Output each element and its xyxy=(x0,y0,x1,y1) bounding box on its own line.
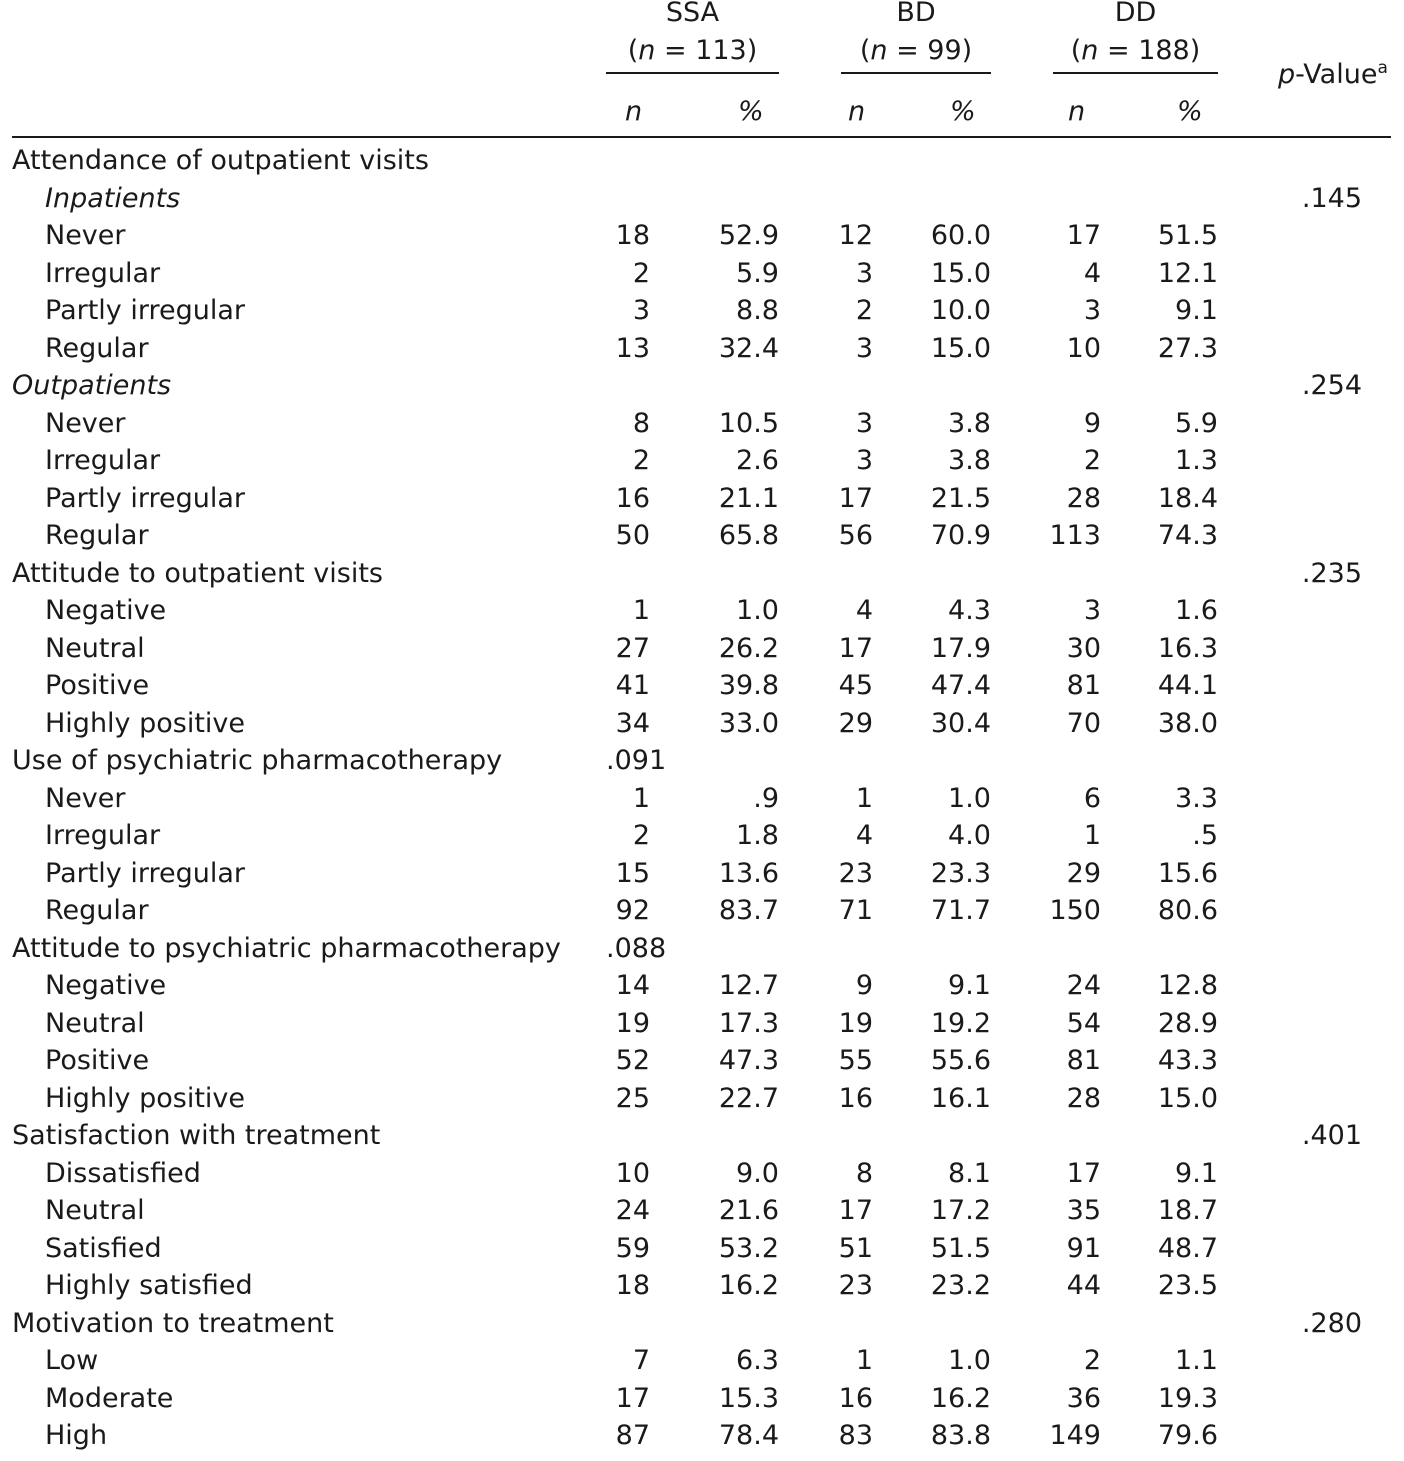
group-n: (n = 99) xyxy=(859,35,973,66)
cell-n: 4 xyxy=(1083,257,1101,289)
row-label: Regular xyxy=(45,332,149,364)
cell-n: 50 xyxy=(615,520,650,551)
cell-pct: 1.3 xyxy=(1175,445,1218,476)
cell-pct: 4.3 xyxy=(948,595,991,626)
group-rule-bd xyxy=(841,72,991,74)
cell-n: 45 xyxy=(838,670,873,701)
cell-n: 12 xyxy=(838,220,873,251)
cell-n: 92 xyxy=(615,895,650,926)
cell-pct: 9.1 xyxy=(948,970,991,1001)
cell-pct: 70.9 xyxy=(930,520,991,551)
pvalue-footnote-marker: a xyxy=(1377,58,1388,78)
cell-n: 6 xyxy=(1083,782,1101,814)
cell-n: 15 xyxy=(615,857,650,889)
cell-pct: 5.9 xyxy=(736,257,779,289)
cell-n: 2 xyxy=(855,295,873,326)
section-label: Use of psychiatric pharmacotherapy xyxy=(12,745,503,776)
cell-pct: 9.1 xyxy=(1175,295,1218,326)
cell-pct: 19.2 xyxy=(930,1007,991,1039)
cell-pct: 19.3 xyxy=(1157,1382,1218,1414)
cell-n: 113 xyxy=(1049,520,1101,551)
table-row xyxy=(0,708,1404,746)
subhead-dd-n: n xyxy=(1068,96,1086,127)
cell-pct: 16.3 xyxy=(1157,632,1218,664)
pvalue-label: p-Value xyxy=(1278,59,1378,90)
table-row xyxy=(0,1345,1404,1383)
cell-pct: 18.7 xyxy=(1157,1195,1218,1226)
cell-n: 41 xyxy=(615,670,650,701)
cell-n: 24 xyxy=(615,1195,650,1226)
table-row xyxy=(0,895,1404,933)
cell-pct: 15.6 xyxy=(1157,857,1218,889)
cell-n: 59 xyxy=(615,1232,650,1264)
cell-pct: 27.3 xyxy=(1157,332,1218,364)
cell-pvalue: .254 xyxy=(1301,370,1362,401)
cell-n: 3 xyxy=(1083,595,1101,626)
cell-n: 9 xyxy=(1083,407,1101,439)
table-row xyxy=(0,1008,1404,1046)
cell-pct: 1.1 xyxy=(1175,1345,1218,1376)
row-label: Regular xyxy=(45,895,149,926)
cell-pct: 53.2 xyxy=(718,1232,779,1264)
cell-pct: .5 xyxy=(1192,820,1218,851)
cell-pvalue: .091 xyxy=(606,745,667,776)
cell-pct: 23.3 xyxy=(930,857,991,889)
cell-n: 19 xyxy=(838,1007,873,1039)
group-name: BD xyxy=(896,0,936,28)
cell-n: 19 xyxy=(615,1007,650,1039)
table-row xyxy=(0,520,1404,558)
row-label: Partly irregular xyxy=(45,857,246,889)
cell-pct: 16.2 xyxy=(718,1270,779,1301)
cell-n: 4 xyxy=(855,595,873,626)
table-section-row xyxy=(0,370,1404,408)
cell-n: 56 xyxy=(838,520,873,551)
cell-n: 24 xyxy=(1066,970,1101,1001)
cell-n: 2 xyxy=(632,257,650,289)
cell-n: 18 xyxy=(615,220,650,251)
cell-n: 29 xyxy=(838,707,873,739)
cell-pct: 17.9 xyxy=(930,632,991,664)
table-row xyxy=(0,1233,1404,1271)
cell-pct: 33.0 xyxy=(718,707,779,739)
cell-pct: 3.8 xyxy=(948,445,991,476)
row-label: Dissatisfied xyxy=(45,1157,201,1189)
cell-n: 8 xyxy=(855,1157,873,1189)
cell-pct: 2.6 xyxy=(736,445,779,476)
table-row xyxy=(0,445,1404,483)
cell-n: 3 xyxy=(632,295,650,326)
cell-pct: 44.1 xyxy=(1157,670,1218,701)
cell-pct: 8.8 xyxy=(736,295,779,326)
row-label: Regular xyxy=(45,520,149,551)
cell-n: 1 xyxy=(855,782,873,814)
cell-pct: 9.1 xyxy=(1175,1157,1218,1189)
cell-pct: .9 xyxy=(753,782,779,814)
cell-pct: 39.8 xyxy=(718,670,779,701)
table-row xyxy=(0,970,1404,1008)
cell-pct: 3.3 xyxy=(1175,782,1218,814)
cell-n: 18 xyxy=(615,1270,650,1301)
row-label: Never xyxy=(45,782,126,814)
table-section-row xyxy=(0,745,1404,783)
cell-n: 23 xyxy=(838,857,873,889)
cell-pct: 16.2 xyxy=(930,1382,991,1414)
cell-n: 17 xyxy=(1066,220,1101,251)
cell-n: 2 xyxy=(632,445,650,476)
subhead-bd-n: n xyxy=(848,96,866,127)
pvalue-header xyxy=(1278,58,1388,90)
table-row xyxy=(0,670,1404,708)
group-name: SSA xyxy=(665,0,720,28)
cell-pct: 55.6 xyxy=(930,1045,991,1076)
cell-n: 16 xyxy=(615,482,650,514)
cell-pct: 1.8 xyxy=(736,820,779,851)
cell-n: 28 xyxy=(1066,482,1101,514)
header-dd xyxy=(1053,0,1218,70)
section-label: Attendance of outpatient visits xyxy=(12,145,429,176)
cell-pct: 51.5 xyxy=(930,1232,991,1264)
cell-pct: 30.4 xyxy=(930,707,991,739)
row-label: Partly irregular xyxy=(45,295,246,326)
group-name: DD xyxy=(1114,0,1157,28)
cell-n: 87 xyxy=(615,1420,650,1451)
section-label: Inpatients xyxy=(45,182,181,214)
cell-pct: 1.0 xyxy=(948,782,991,814)
table-section-row xyxy=(0,558,1404,596)
cell-pct: 79.6 xyxy=(1157,1420,1218,1451)
cell-n: 1 xyxy=(1083,820,1101,851)
header-bd xyxy=(841,0,991,70)
row-label: Irregular xyxy=(45,257,161,289)
subhead-dd-pct: % xyxy=(1177,96,1203,127)
cell-n: 16 xyxy=(838,1082,873,1114)
cell-n: 3 xyxy=(855,445,873,476)
cell-pct: 10.0 xyxy=(930,295,991,326)
row-label: Negative xyxy=(45,595,167,626)
cell-n: 10 xyxy=(615,1157,650,1189)
table-row xyxy=(0,1083,1404,1121)
header-ssa xyxy=(606,0,779,70)
table-section-row xyxy=(0,1120,1404,1158)
table-row xyxy=(0,1420,1404,1458)
row-label: Highly satisfied xyxy=(45,1270,253,1301)
cell-n: 16 xyxy=(838,1382,873,1414)
cell-n: 8 xyxy=(632,407,650,439)
row-label: Never xyxy=(45,220,126,251)
cell-pct: 5.9 xyxy=(1175,407,1218,439)
cell-n: 14 xyxy=(615,970,650,1001)
cell-n: 1 xyxy=(632,595,650,626)
group-rule-dd xyxy=(1053,72,1218,74)
cell-n: 91 xyxy=(1066,1232,1101,1264)
cell-n: 17 xyxy=(838,482,873,514)
cell-n: 17 xyxy=(615,1382,650,1414)
cell-n: 29 xyxy=(1066,857,1101,889)
cell-n: 17 xyxy=(838,632,873,664)
cell-pvalue: .145 xyxy=(1301,182,1362,214)
row-label: Neutral xyxy=(45,632,145,664)
cell-n: 34 xyxy=(615,707,650,739)
cell-pct: 65.8 xyxy=(718,520,779,551)
cell-pct: 17.2 xyxy=(930,1195,991,1226)
cell-pct: 15.0 xyxy=(930,257,991,289)
row-label: Satisfied xyxy=(45,1232,162,1264)
table-row xyxy=(0,483,1404,521)
cell-n: 149 xyxy=(1049,1420,1101,1451)
cell-n: 4 xyxy=(855,820,873,851)
cell-pct: 1.0 xyxy=(736,595,779,626)
row-label: Never xyxy=(45,407,126,439)
cell-pct: 23.5 xyxy=(1157,1270,1218,1301)
cell-pct: 1.6 xyxy=(1175,595,1218,626)
cell-pct: 13.6 xyxy=(718,857,779,889)
table-row xyxy=(0,333,1404,371)
cell-pvalue: .280 xyxy=(1301,1307,1362,1339)
table-row xyxy=(0,258,1404,296)
section-label: Outpatients xyxy=(12,370,172,401)
cell-pct: 21.5 xyxy=(930,482,991,514)
cell-n: 3 xyxy=(855,257,873,289)
group-n: (n = 113) xyxy=(627,35,758,66)
table-section-row xyxy=(0,183,1404,221)
header-rule xyxy=(12,136,1391,138)
cell-n: 23 xyxy=(838,1270,873,1301)
row-label: Partly irregular xyxy=(45,482,246,514)
table-row xyxy=(0,820,1404,858)
table-row xyxy=(0,295,1404,333)
cell-pct: 83.7 xyxy=(718,895,779,926)
cell-pct: 15.3 xyxy=(718,1382,779,1414)
cell-pvalue: .401 xyxy=(1301,1120,1362,1151)
table-row xyxy=(0,1158,1404,1196)
cell-pct: 4.0 xyxy=(948,820,991,851)
cell-n: 81 xyxy=(1066,670,1101,701)
table-row xyxy=(0,1045,1404,1083)
cell-pct: 21.1 xyxy=(718,482,779,514)
cell-n: 44 xyxy=(1066,1270,1101,1301)
table-row xyxy=(0,633,1404,671)
table-section-row xyxy=(0,145,1404,183)
cell-n: 27 xyxy=(615,632,650,664)
cell-n: 3 xyxy=(855,407,873,439)
cell-n: 3 xyxy=(1083,295,1101,326)
table-row xyxy=(0,1383,1404,1421)
cell-n: 51 xyxy=(838,1232,873,1264)
table-row xyxy=(0,1195,1404,1233)
cell-n: 70 xyxy=(1066,707,1101,739)
cell-pct: 60.0 xyxy=(930,220,991,251)
row-label: Neutral xyxy=(45,1007,145,1039)
cell-pct: 43.3 xyxy=(1157,1045,1218,1076)
cell-pvalue: .235 xyxy=(1301,557,1362,589)
cell-pvalue: .088 xyxy=(606,932,667,964)
cell-pct: 17.3 xyxy=(718,1007,779,1039)
row-label: Negative xyxy=(45,970,167,1001)
cell-pct: 8.1 xyxy=(948,1157,991,1189)
cell-pct: 16.1 xyxy=(930,1082,991,1114)
subhead-ssa-n: n xyxy=(625,96,643,127)
cell-n: 2 xyxy=(1083,1345,1101,1376)
cell-n: 3 xyxy=(855,332,873,364)
cell-n: 28 xyxy=(1066,1082,1101,1114)
section-label: Attitude to outpatient visits xyxy=(12,557,383,589)
cell-n: 17 xyxy=(1066,1157,1101,1189)
row-label: Positive xyxy=(45,670,150,701)
cell-n: 25 xyxy=(615,1082,650,1114)
subhead-bd-pct: % xyxy=(950,96,976,127)
cell-n: 55 xyxy=(838,1045,873,1076)
table-row xyxy=(0,783,1404,821)
table-row xyxy=(0,408,1404,446)
table-row xyxy=(0,595,1404,633)
cell-pct: 6.3 xyxy=(736,1345,779,1376)
cell-n: 10 xyxy=(1066,332,1101,364)
cell-n: 83 xyxy=(838,1420,873,1451)
group-n: (n = 188) xyxy=(1070,35,1201,66)
row-label: Highly positive xyxy=(45,1082,246,1114)
cell-pct: 38.0 xyxy=(1157,707,1218,739)
cell-n: 81 xyxy=(1066,1045,1101,1076)
table-row xyxy=(0,858,1404,896)
cell-pct: 78.4 xyxy=(718,1420,779,1451)
cell-pct: 12.7 xyxy=(718,970,779,1001)
cell-pct: 21.6 xyxy=(718,1195,779,1226)
table-row xyxy=(0,220,1404,258)
cell-n: 30 xyxy=(1066,632,1101,664)
cell-pct: 15.0 xyxy=(930,332,991,364)
cell-pct: 15.0 xyxy=(1157,1082,1218,1114)
cell-n: 36 xyxy=(1066,1382,1101,1414)
cell-pct: 47.3 xyxy=(718,1045,779,1076)
cell-pct: 10.5 xyxy=(718,407,779,439)
cell-n: 2 xyxy=(632,820,650,851)
cell-pct: 47.4 xyxy=(930,670,991,701)
cell-n: 54 xyxy=(1066,1007,1101,1039)
cell-pct: 12.1 xyxy=(1157,257,1218,289)
cell-n: 1 xyxy=(632,782,650,814)
cell-n: 2 xyxy=(1083,445,1101,476)
cell-pct: 18.4 xyxy=(1157,482,1218,514)
row-label: Irregular xyxy=(45,820,161,851)
cell-pct: 48.7 xyxy=(1157,1232,1218,1264)
cell-pct: 51.5 xyxy=(1157,220,1218,251)
section-label: Satisfaction with treatment xyxy=(12,1120,381,1151)
cell-pct: 74.3 xyxy=(1157,520,1218,551)
section-label: Attitude to psychiatric pharmacotherapy xyxy=(12,932,561,964)
table-section-row xyxy=(0,1308,1404,1346)
cell-n: 71 xyxy=(838,895,873,926)
cell-pct: 3.8 xyxy=(948,407,991,439)
subhead-ssa-pct: % xyxy=(738,96,764,127)
cell-n: 7 xyxy=(632,1345,650,1376)
cell-n: 1 xyxy=(855,1345,873,1376)
cell-pct: 71.7 xyxy=(930,895,991,926)
cell-pct: 26.2 xyxy=(718,632,779,664)
row-label: Irregular xyxy=(45,445,161,476)
cell-pct: 23.2 xyxy=(930,1270,991,1301)
row-label: Moderate xyxy=(45,1382,174,1414)
cell-pct: 80.6 xyxy=(1157,895,1218,926)
row-label: Neutral xyxy=(45,1195,145,1226)
cell-n: 17 xyxy=(838,1195,873,1226)
cell-n: 150 xyxy=(1049,895,1101,926)
cell-pct: 28.9 xyxy=(1157,1007,1218,1039)
cell-pct: 9.0 xyxy=(736,1157,779,1189)
cell-pct: 1.0 xyxy=(948,1345,991,1376)
cell-n: 52 xyxy=(615,1045,650,1076)
group-rule-ssa xyxy=(606,72,779,74)
cell-pct: 32.4 xyxy=(718,332,779,364)
cell-pct: 52.9 xyxy=(718,220,779,251)
row-label: Highly positive xyxy=(45,707,246,739)
cell-n: 13 xyxy=(615,332,650,364)
cell-n: 35 xyxy=(1066,1195,1101,1226)
row-label: Positive xyxy=(45,1045,150,1076)
cell-pct: 12.8 xyxy=(1157,970,1218,1001)
cell-pct: 22.7 xyxy=(718,1082,779,1114)
table-row xyxy=(0,1270,1404,1308)
cell-n: 9 xyxy=(855,970,873,1001)
section-label: Motivation to treatment xyxy=(12,1307,334,1339)
cell-pct: 83.8 xyxy=(930,1420,991,1451)
row-label: Low xyxy=(45,1345,99,1376)
row-label: High xyxy=(45,1420,108,1451)
table-section-row xyxy=(0,933,1404,971)
